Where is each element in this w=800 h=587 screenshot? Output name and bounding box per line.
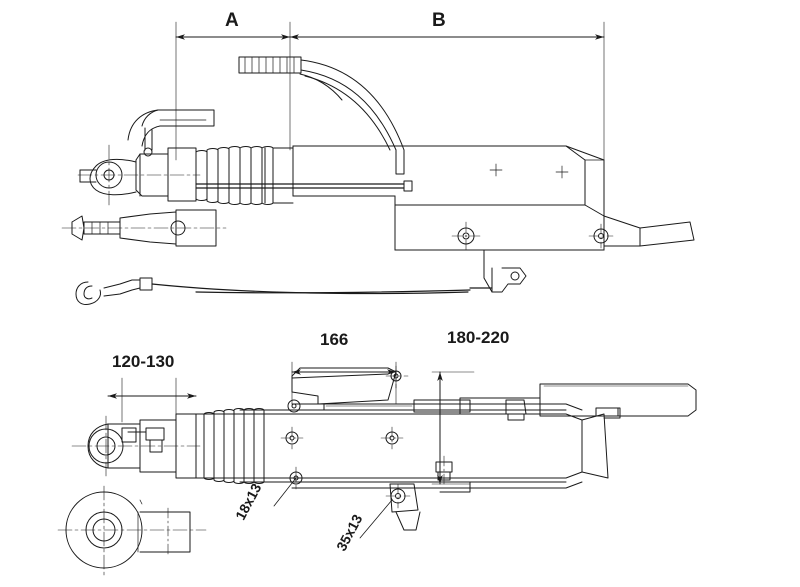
dimension-a-label: A: [225, 10, 239, 31]
dimension-b-label: B: [432, 10, 446, 31]
dimension-180-220-label: 180-220: [447, 328, 510, 347]
dimension-120-130-label: 120-130: [112, 352, 175, 371]
side-view-geometry: [62, 22, 694, 305]
dimension-166-label: 166: [320, 330, 349, 349]
coupling-eye-detail: [58, 486, 206, 575]
coupling-pin-part: [62, 210, 226, 246]
dimension-35x13-label: 35x13: [333, 511, 366, 554]
dimension-18x13-label: 18x13: [232, 480, 265, 523]
